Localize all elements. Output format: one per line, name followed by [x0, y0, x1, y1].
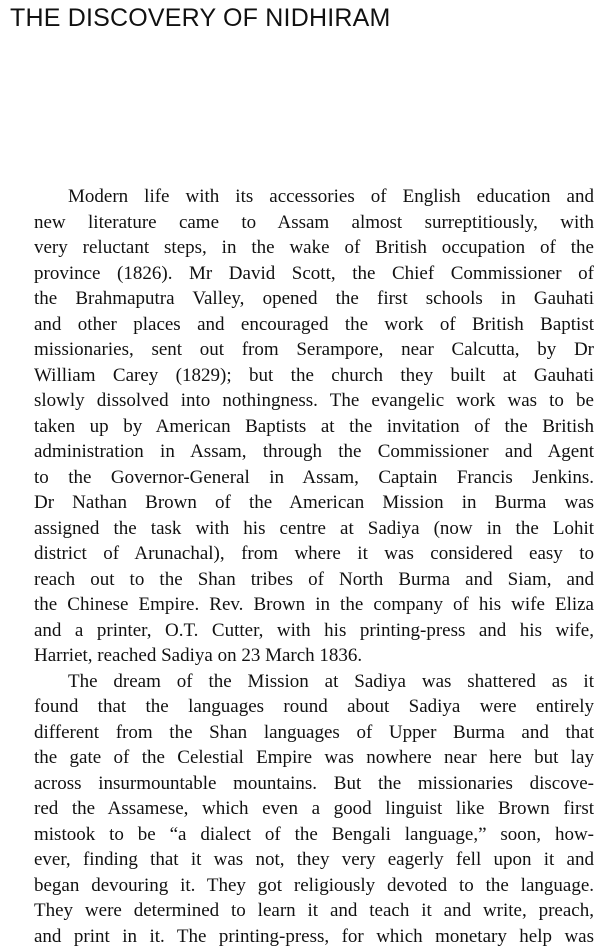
paragraph-1-line: Modern life with its accessories of English education and [68, 186, 594, 207]
paragraph-1-line: Harriet, reached Sadiya on 23 March 1836. [34, 645, 363, 666]
paragraph-2-line: found that the languages round about Sadiya were entirely [34, 696, 594, 717]
paragraph-2-line: ever, finding that it was not, they very eagerly fell upon it and [34, 849, 594, 870]
paragraph-1-line: assigned the task with his centre at Sadiya (now in the Lohit [34, 517, 594, 539]
chapter-title: THE DISCOVERY OF NIDHIRAM [10, 4, 391, 32]
paragraph-2-line: mistook to be “a dialect of the Bengali language,” soon, how- [34, 823, 594, 845]
paragraph-2-line: different from the Shan languages of Upper Burma and that [34, 721, 594, 743]
paragraph-2-line: began devouring it. They got religiously devoted to the language. [34, 874, 594, 896]
paragraph-1-line: taken up by American Baptists at the invitation of the British [34, 415, 594, 437]
paragraph-1-line: missionaries, sent out from Serampore, near Calcutta, by Dr [34, 339, 594, 360]
paragraph-1-line: district of Arunachal), from where it was considered easy to [34, 543, 594, 564]
paragraph-2-line: They were determined to learn it and teach it and write, preach, [34, 900, 594, 921]
paragraph-1-line: administration in Assam, through the Commissioner and Agent [34, 441, 594, 462]
paragraph-2-line: and print in it. The printing-press, for which monetary help was [34, 925, 594, 947]
chapter-body [34, 184, 594, 949]
paragraph-1-line: reach out to the Shan tribes of North Burma and Siam, and [34, 568, 594, 590]
paragraph-1-line: the Brahmaputra Valley, opened the first schools in Gauhati [34, 288, 594, 309]
paragraph-2-line: across insurmountable mountains. But the missionaries discove- [34, 772, 594, 794]
paragraph-1-line: very reluctant steps, in the wake of British occupation of the [34, 237, 594, 258]
paragraph-2-line: the gate of the Celestial Empire was nowhere near here but lay [34, 747, 594, 768]
paragraph-1-line: and a printer, O.T. Cutter, with his printing-press and his wife, [34, 619, 594, 641]
paragraph-1-line: Dr Nathan Brown of the American Mission in Burma was [34, 492, 594, 513]
paragraph-1-line: new literature came to Assam almost surreptitiously, with [34, 211, 594, 233]
paragraph-1-line: slowly dissolved into nothingness. The evangelic work was to be [34, 390, 594, 411]
paragraph-1-line: William Carey (1829); but the church they built at Gauhati [34, 364, 594, 386]
paragraph-1-line: and other places and encouraged the work of British Baptist [34, 313, 594, 335]
paragraph-1-line: the Chinese Empire. Rev. Brown in the company of his wife Eliza [34, 594, 594, 615]
paragraph-1-line: province (1826). Mr David Scott, the Chief Commissioner of [34, 262, 594, 284]
paragraph-2-line: The dream of the Mission at Sadiya was shattered as it [68, 670, 594, 692]
paragraph-1-line: to the Governor-General in Assam, Captain Francis Jenkins. [34, 466, 594, 488]
paragraph-2-line: red the Assamese, which even a good linguist like Brown first [34, 798, 594, 819]
